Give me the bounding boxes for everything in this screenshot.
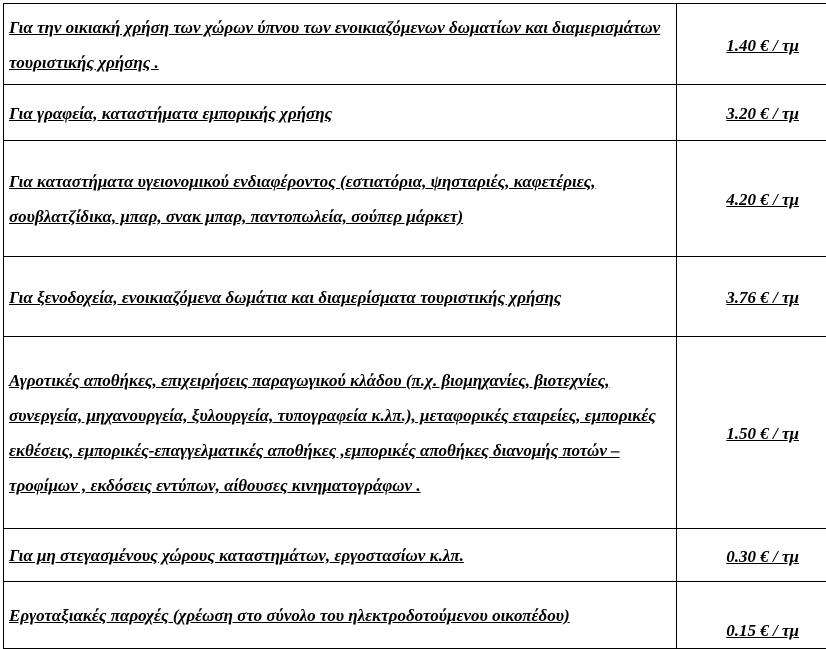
table-row [4, 4, 826, 85]
row-description: Για καταστήματα υγειονομικού ενδιαφέροντος (εστιατόρια, ψησταριές, καφετέριες, σουβλατζίδικα, μπαρ, σνακ μπαρ, παντοπωλεία, σούπερ μάρκετ) [4, 141, 677, 257]
fee-rate-table-body [4, 4, 826, 649]
table-row [4, 141, 826, 257]
table-row [4, 257, 826, 337]
row-description: Αγροτικές αποθήκες, επιχειρήσεις παραγωγικού κλάδου (π.χ. βιομηχανίες, βιοτεχνίες, συνεργεία, μηχανουργεία, ξυλουργεία, τυπογραφεία κ.λπ.), μεταφορικές εταιρείες, εμπορικές εκθέσεις, εμπορικές-επαγγελματικές αποθήκες ,εμπορικές αποθήκες διανομής ποτών – τροφίμων , εκδόσεις εντύπων, αίθουσες κινηματογράφων . [4, 337, 677, 529]
row-description: Εργοταξιακές παροχές (χρέωση στο σύνολο του ηλεκτροδοτούμενου οικοπέδου) [4, 582, 677, 649]
row-rate: 0.30 € / τμ [677, 529, 826, 582]
row-description: Για μη στεγασμένους χώρους καταστημάτων, εργοστασίων κ.λπ. [4, 529, 677, 582]
row-rate: 3.76 € / τμ [677, 257, 826, 337]
row-rate: 0.15 € / τμ [677, 582, 826, 649]
row-rate: 1.40 € / τμ [677, 4, 826, 85]
table-row [4, 582, 826, 649]
table-row [4, 337, 826, 529]
row-rate: 1.50 € / τμ [677, 337, 826, 529]
fee-rate-table [3, 3, 826, 649]
row-description: Για την οικιακή χρήση των χώρων ύπνου των ενοικιαζόμενων δωματίων και διαμερισμάτων τουριστικής χρήσης . [4, 4, 677, 85]
row-description: Για γραφεία, καταστήματα εμπορικής χρήσης [4, 85, 677, 141]
row-rate: 3.20 € / τμ [677, 85, 826, 141]
row-rate: 4.20 € / τμ [677, 141, 826, 257]
table-row [4, 529, 826, 582]
table-row [4, 85, 826, 141]
row-description: Για ξενοδοχεία, ενοικιαζόμενα δωμάτια και διαμερίσματα τουριστικής χρήσης [4, 257, 677, 337]
